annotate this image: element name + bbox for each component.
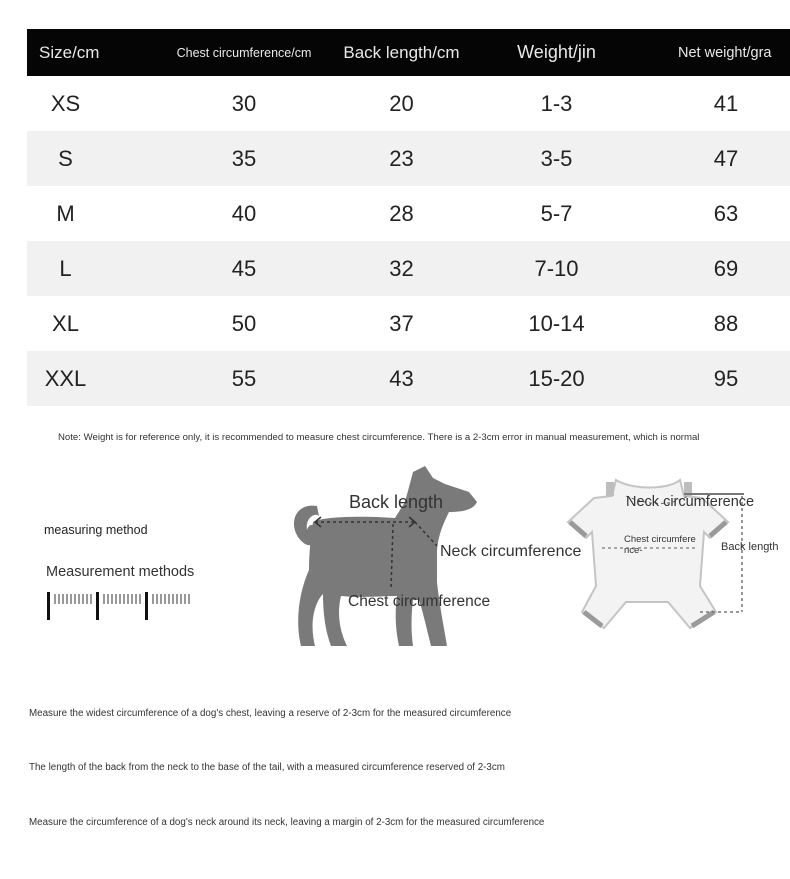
cell-chest: 55 bbox=[231, 365, 257, 391]
dog-chest-circumference-label: Chest circumference bbox=[348, 593, 491, 610]
cell-chest: 45 bbox=[231, 255, 257, 281]
cell-size: L bbox=[59, 255, 72, 281]
cell-back-length: 32 bbox=[389, 255, 414, 281]
cell-back-length: 28 bbox=[389, 200, 414, 226]
cell-back-length: 23 bbox=[389, 145, 414, 171]
cell-chest: 50 bbox=[231, 310, 257, 336]
garment-neck-circumference-label: Neck circumference bbox=[626, 494, 755, 510]
cell-size: M bbox=[56, 200, 75, 226]
back-length-instruction: The length of the back from the neck to the base of the tail, with a measured circumference reserved of 2-3cm bbox=[29, 762, 505, 773]
table-row bbox=[27, 296, 790, 351]
garment-back-length-label: Back length bbox=[721, 541, 779, 553]
cell-back-length: 37 bbox=[389, 310, 414, 336]
chest-instruction: Measure the widest circumference of a dog's chest, leaving a reserve of 2-3cm for the measured circumference bbox=[29, 708, 512, 719]
cell-weight: 1-3 bbox=[540, 90, 573, 116]
cell-back-length: 20 bbox=[389, 90, 414, 116]
cell-weight: 3-5 bbox=[540, 145, 573, 171]
garment-chest-circumference-label: Chest circumfere nce- bbox=[624, 534, 696, 556]
cell-chest: 40 bbox=[231, 200, 257, 226]
table-row bbox=[27, 186, 790, 241]
cell-net-weight: 95 bbox=[713, 365, 739, 391]
measurement-methods-title: Measurement methods bbox=[46, 564, 195, 580]
cell-net-weight: 63 bbox=[713, 200, 739, 226]
dog-neck-circumference-label: Neck circumference bbox=[440, 543, 582, 560]
table-row bbox=[27, 76, 790, 131]
cell-weight: 7-10 bbox=[534, 255, 579, 281]
header-chest: Chest circumference/cm bbox=[176, 45, 312, 60]
ruler-icon bbox=[45, 590, 195, 622]
cell-net-weight: 47 bbox=[713, 145, 739, 171]
table-row bbox=[27, 241, 790, 296]
header-size: Size/cm bbox=[39, 42, 100, 62]
cell-chest: 35 bbox=[231, 145, 257, 171]
cell-size: S bbox=[58, 145, 73, 171]
header-weight: Weight/jin bbox=[517, 42, 596, 62]
cell-net-weight: 69 bbox=[713, 255, 739, 281]
weight-note: Note: Weight is for reference only, it is recommended to measure chest circumference. There is a 2-3cm error in manual measurement, which is normal bbox=[58, 432, 700, 443]
header-back-length: Back length/cm bbox=[343, 42, 460, 62]
cell-weight: 5-7 bbox=[540, 200, 573, 226]
cell-size: XS bbox=[50, 90, 81, 116]
header-net-weight: Net weight/gra bbox=[678, 44, 772, 61]
table-row bbox=[27, 131, 790, 186]
table-header-row bbox=[27, 29, 790, 76]
cell-back-length: 43 bbox=[389, 365, 414, 391]
cell-size: XL bbox=[52, 310, 79, 336]
cell-size: XXL bbox=[44, 365, 87, 391]
measuring-method-title: measuring method bbox=[44, 523, 148, 537]
neck-instruction: Measure the circumference of a dog's neck around its neck, leaving a margin of 2-3cm for the measured circumference bbox=[29, 817, 545, 828]
cell-chest: 30 bbox=[231, 90, 257, 116]
dog-back-length-label: Back length bbox=[349, 492, 444, 512]
cell-net-weight: 41 bbox=[713, 90, 739, 116]
cell-weight: 15-20 bbox=[528, 365, 585, 391]
size-chart-table bbox=[27, 29, 790, 406]
table-row bbox=[27, 351, 790, 406]
cell-weight: 10-14 bbox=[528, 310, 585, 336]
cell-net-weight: 88 bbox=[713, 310, 739, 336]
